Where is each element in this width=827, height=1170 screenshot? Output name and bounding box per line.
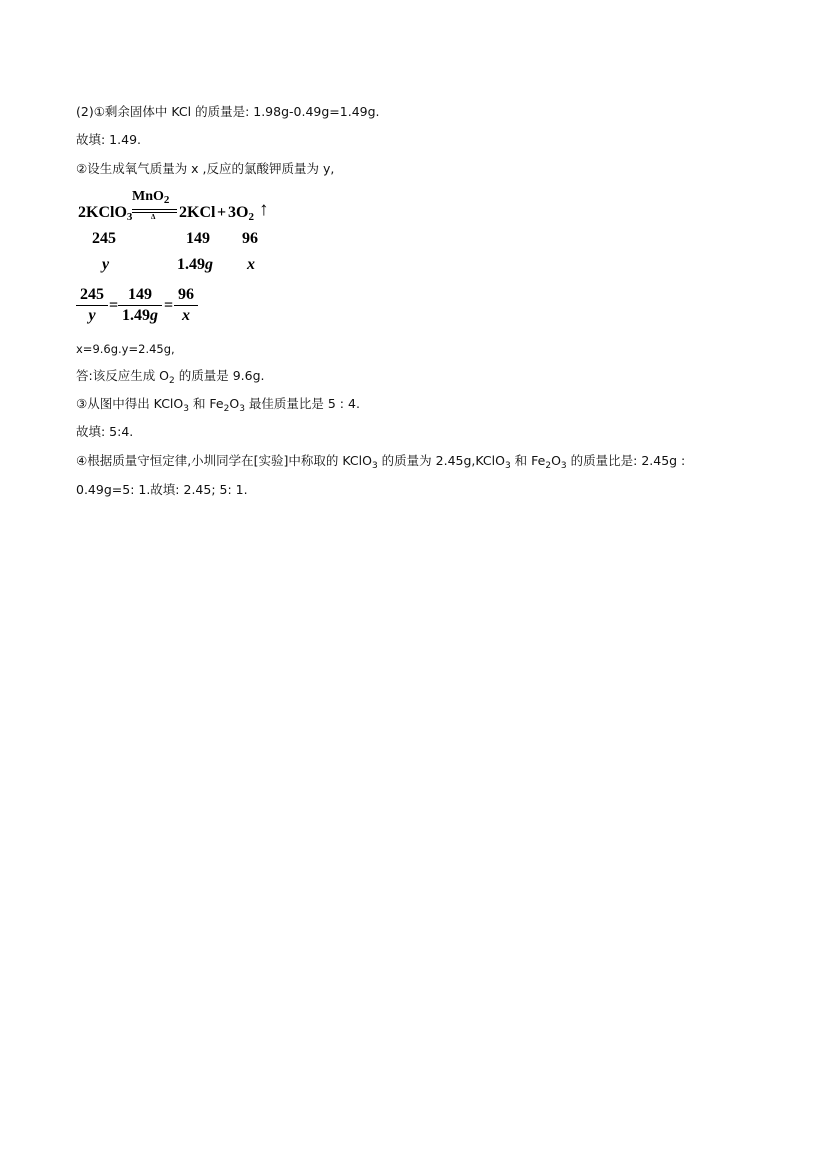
catalyst-label: MnO$_2$ — [132, 189, 170, 206]
oxygen-answer-tail: 的质量是 9.6g. — [174, 368, 265, 383]
equals-sign-2: = — [164, 297, 174, 314]
proportion-equation — [76, 286, 236, 332]
conservation-sub-3: 2 — [545, 461, 552, 471]
conservation-sub-4: 3 — [560, 461, 567, 471]
answer-2-text: 故填: 5:4. — [76, 424, 134, 439]
molar-mass-oxygen: 96 — [242, 230, 258, 247]
conservation-text-d: O — [551, 453, 561, 468]
oxygen-answer-line — [76, 368, 265, 389]
setup-text: ②设生成氧气质量为 x ,反应的氯酸钾质量为 y, — [76, 161, 335, 176]
chemical-equation — [76, 188, 336, 280]
mass-kcl-value: 1.49g — [177, 256, 213, 273]
ratio-text-b: 和 Fe — [188, 396, 224, 411]
fraction-3-denominator: x — [174, 305, 198, 326]
kcl-mass-line — [76, 104, 380, 120]
gas-arrow-icon: ↑ — [259, 199, 269, 220]
reaction-bar-top — [132, 209, 177, 210]
ratio-text-a: ③从图中得出 KClO — [76, 396, 184, 411]
oxygen-answer-text: 答:该反应生成 O — [76, 368, 170, 383]
final-answer-line — [76, 482, 248, 498]
heat-condition: Δ — [151, 213, 156, 221]
conservation-sub-1: 3 — [371, 461, 378, 471]
answer-line-1 — [76, 132, 141, 148]
equals-sign-1: = — [109, 297, 119, 314]
product-kcl: 2KCl — [179, 204, 216, 221]
conservation-text-c: 和 Fe — [510, 453, 546, 468]
kcl-mass-text: (2)①剩余固体中 KCl 的质量是: 1.98g-0.49g=1.49g. — [76, 104, 380, 119]
ratio-sub-2: 2 — [223, 404, 230, 414]
fraction-2-numerator: 149 — [128, 286, 152, 303]
molar-mass-kcl: 149 — [186, 230, 210, 247]
ratio-sub-3: 3 — [239, 404, 245, 414]
oxygen-subscript: 2 — [169, 376, 175, 386]
conservation-line — [76, 453, 685, 474]
ratio-line — [76, 396, 360, 417]
var-x: x — [247, 256, 255, 273]
conservation-text-b: 的质量为 2.45g,KClO — [377, 453, 505, 468]
conservation-text-a: ④根据质量守恒定律,小圳同学在[实验]中称取的 KClO — [76, 453, 372, 468]
fraction-1-denominator: y — [76, 305, 108, 326]
conservation-text-e: 的质量比是: 2.45g : — [566, 453, 686, 468]
result-line — [76, 341, 175, 357]
fraction-2 — [118, 286, 162, 326]
final-answer-text: 0.49g=5: 1.故填: 2.45; 5: 1. — [76, 482, 248, 497]
fraction-3 — [174, 286, 198, 326]
fraction-1 — [76, 286, 108, 326]
fraction-2-denominator: 1.49g — [118, 305, 162, 326]
result-text: x=9.6g.y=2.45g, — [76, 342, 175, 356]
ratio-text-d: 最佳质量比是 5 : 4. — [244, 396, 360, 411]
reactant-formula: 2KClO3 — [78, 204, 133, 223]
answer-1-text: 故填: 1.49. — [76, 132, 141, 147]
fraction-3-numerator: 96 — [178, 286, 194, 303]
conservation-sub-2: 3 — [504, 461, 511, 471]
plus-sign: + — [217, 204, 227, 221]
ratio-sub-1: 3 — [183, 404, 189, 414]
molar-mass-reactant: 245 — [92, 230, 116, 247]
setup-line — [76, 161, 334, 177]
var-y: y — [102, 256, 110, 273]
fraction-1-numerator: 245 — [80, 286, 104, 303]
product-oxygen: 3O2 — [228, 204, 254, 223]
ratio-text-c: O — [229, 396, 240, 411]
answer-line-2 — [76, 424, 133, 440]
